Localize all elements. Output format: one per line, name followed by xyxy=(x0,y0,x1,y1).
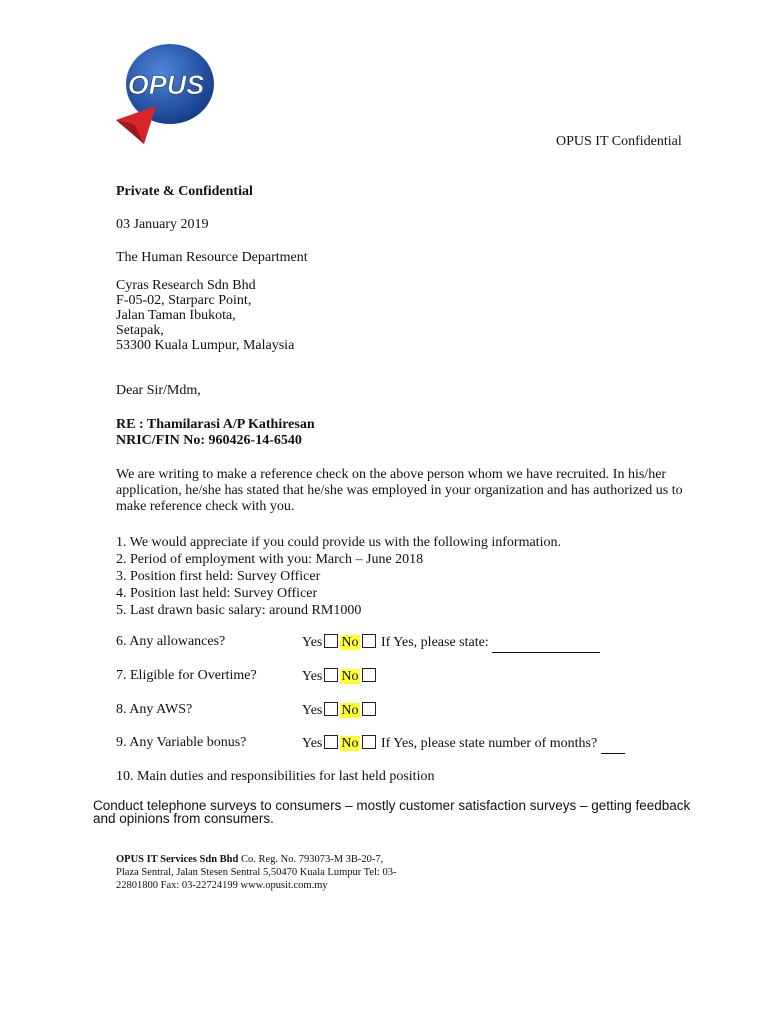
list-item: 4. Position last held: Survey Officer xyxy=(116,586,318,601)
address-line: Setapak, xyxy=(116,323,164,338)
allowance-blank[interactable] xyxy=(492,636,600,653)
question-aws: 8. Any AWS? xyxy=(116,702,193,717)
nric-line: NRIC/FIN No: 960426-14-6540 xyxy=(116,433,302,448)
overtime-options xyxy=(302,668,378,685)
yes-checkbox[interactable] xyxy=(324,668,338,682)
footer-line2: Plaza Sentral, Jalan Stesen Sentral 5,50470 Kuala Lumpur Tel: 03- xyxy=(116,867,397,878)
yes-label: Yes xyxy=(302,635,323,650)
no-checkbox[interactable] xyxy=(362,668,376,682)
opus-logo xyxy=(112,40,218,148)
yes-checkbox[interactable] xyxy=(324,735,338,749)
bonus-months-blank[interactable] xyxy=(601,737,625,754)
yes-checkbox[interactable] xyxy=(324,702,338,716)
yes-label: Yes xyxy=(302,736,323,751)
confidential-label: OPUS IT Confidential xyxy=(556,134,682,149)
duties-heading: 10. Main duties and responsibilities for last held position xyxy=(116,769,435,784)
allowance-state-label: If Yes, please state: xyxy=(381,635,493,650)
list-item: 5. Last drawn basic salary: around RM1000 xyxy=(116,603,362,618)
yes-checkbox[interactable] xyxy=(324,634,338,648)
recipient-address xyxy=(116,278,294,353)
footer-line3: 22801800 Fax: 03-22724199 www.opusit.com.my xyxy=(116,880,328,891)
letter-date: 03 January 2019 xyxy=(116,217,209,232)
yes-label: Yes xyxy=(302,669,323,684)
salutation: Dear Sir/Mdm, xyxy=(116,383,201,398)
no-label: No xyxy=(341,669,359,684)
no-label: No xyxy=(341,635,359,650)
address-line: 53300 Kuala Lumpur, Malaysia xyxy=(116,338,295,353)
bonus-options xyxy=(302,735,625,754)
address-line: Jalan Taman Ibukota, xyxy=(116,308,236,323)
no-checkbox[interactable] xyxy=(362,634,376,648)
bonus-months-label: If Yes, please state number of months? xyxy=(381,736,601,751)
list-item: 3. Position first held: Survey Officer xyxy=(116,569,321,584)
no-checkbox[interactable] xyxy=(362,735,376,749)
allowances-options xyxy=(302,634,600,653)
recipient-dept: The Human Resource Department xyxy=(116,250,308,265)
question-variable-bonus: 9. Any Variable bonus? xyxy=(116,735,247,750)
question-overtime: 7. Eligible for Overtime? xyxy=(116,668,257,683)
duties-text: Conduct telephone surveys to consumers – mostly customer satisfaction surveys – getting feedback and opinions from consumers. xyxy=(93,798,691,826)
no-checkbox[interactable] xyxy=(362,702,376,716)
yes-label: Yes xyxy=(302,703,323,718)
no-label: No xyxy=(341,736,359,751)
list-item: 1. We would appreciate if you could provide us with the following information. xyxy=(116,535,561,550)
no-label: No xyxy=(341,703,359,718)
list-item: 2. Period of employment with you: March – June 2018 xyxy=(116,552,424,567)
question-allowances: 6. Any allowances? xyxy=(116,634,226,649)
footer-company-name: OPUS IT Services Sdn Bhd xyxy=(116,854,239,865)
private-heading: Private & Confidential xyxy=(116,184,253,199)
logo-text: OPUS xyxy=(127,70,205,100)
address-line: Cyras Research Sdn Bhd xyxy=(116,278,256,293)
aws-options xyxy=(302,702,378,719)
info-list xyxy=(116,534,561,619)
intro-paragraph: We are writing to make a reference check on the above person whom we have recruited. In his/her application, he/she has stated that he/she was employed in your organization and has authorized us to make reference check with you. xyxy=(116,467,683,514)
address-line: F-05-02, Starparc Point, xyxy=(116,293,252,308)
re-line: RE : Thamilarasi A/P Kathiresan xyxy=(116,417,315,432)
company-footer xyxy=(116,853,396,892)
footer-line1: Co. Reg. No. 793073-M 3B-20-7, xyxy=(238,854,384,865)
